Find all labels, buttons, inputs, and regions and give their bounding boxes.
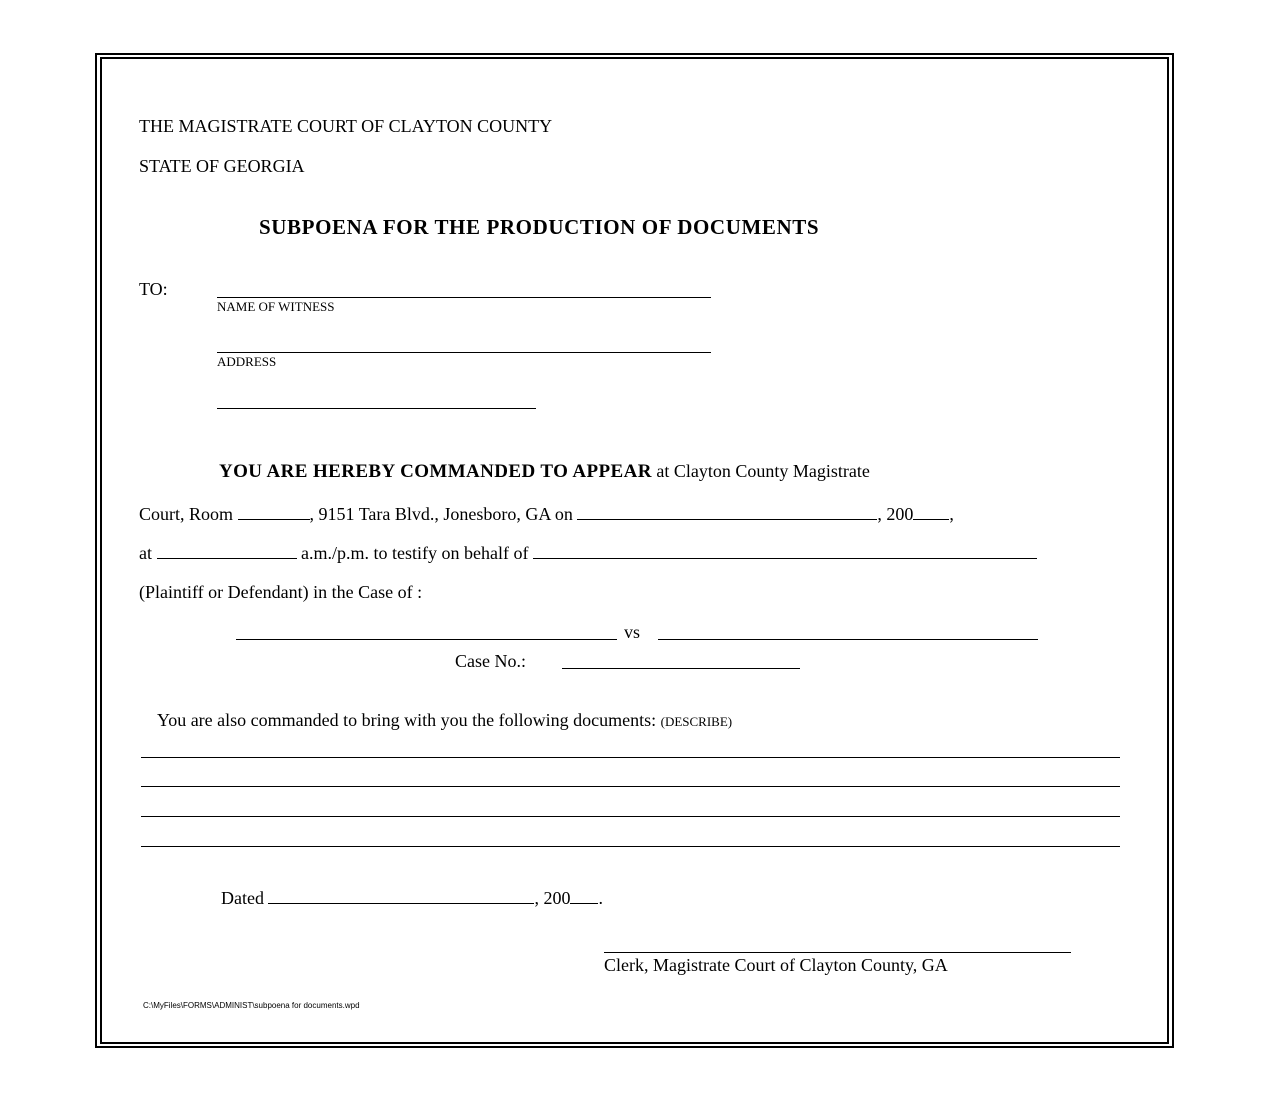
documents-text: You are also commanded to bring with you the following documents: <box>157 710 661 730</box>
witness-name-label: NAME OF WITNESS <box>217 299 335 314</box>
year-prefix: , 200 <box>877 504 914 524</box>
dated-line <box>221 889 603 907</box>
documents-field-1[interactable] <box>141 757 1120 758</box>
room-field[interactable] <box>238 518 310 520</box>
time-field[interactable] <box>157 557 297 559</box>
command-line-3 <box>139 544 1037 562</box>
period: . <box>598 888 603 908</box>
defendant-field[interactable] <box>658 639 1038 640</box>
command-heading: YOU ARE HEREBY COMMANDED TO APPEAR <box>219 461 652 482</box>
at-label: at <box>139 543 157 563</box>
court-name: THE MAGISTRATE COURT OF CLAYTON COUNTY <box>139 116 553 136</box>
year-field[interactable] <box>913 518 949 520</box>
comma: , <box>949 504 954 524</box>
time-text: a.m./p.m. to testify on behalf of <box>296 543 533 563</box>
dated-year-prefix: , 200 <box>534 888 571 908</box>
documents-line <box>157 711 732 729</box>
command-text: at Clayton County Magistrate <box>651 461 870 481</box>
plaintiff-field[interactable] <box>236 639 617 640</box>
room-label: Court, Room <box>139 504 238 524</box>
court-address: , 9151 Tara Blvd., Jonesboro, GA on <box>309 504 578 524</box>
documents-field-2[interactable] <box>141 786 1120 787</box>
clerk-label: Clerk, Magistrate Court of Clayton County, GA <box>604 955 948 975</box>
documents-field-3[interactable] <box>141 816 1120 817</box>
state-name: STATE OF GEORGIA <box>139 156 305 176</box>
case-no-label: Case No.: <box>455 651 526 671</box>
address-label: ADDRESS <box>217 354 277 369</box>
vs-label: vs <box>624 622 641 642</box>
dated-year-field[interactable] <box>570 902 598 904</box>
address-field-1[interactable] <box>217 352 711 353</box>
dated-label: Dated <box>221 888 269 908</box>
date-field[interactable] <box>577 518 877 520</box>
case-no-field[interactable] <box>562 668 800 669</box>
on-behalf-of-field[interactable] <box>533 557 1037 559</box>
clerk-signature-field[interactable] <box>604 952 1071 953</box>
documents-field-4[interactable] <box>141 846 1120 847</box>
address-field-2[interactable] <box>217 408 536 409</box>
command-line-2 <box>139 505 954 523</box>
file-path-footer: C:\MyFiles\FORMS\ADMINIST\subpoena for documents.wpd <box>143 1001 360 1010</box>
describe-label: (DESCRIBE) <box>660 714 733 729</box>
party-text: (Plaintiff or Defendant) in the Case of : <box>139 582 423 602</box>
to-label: TO: <box>139 279 168 299</box>
witness-name-field[interactable] <box>217 297 711 298</box>
command-line-1 <box>219 462 870 481</box>
dated-field[interactable] <box>268 902 534 904</box>
document-title: SUBPOENA FOR THE PRODUCTION OF DOCUMENTS <box>259 215 820 239</box>
